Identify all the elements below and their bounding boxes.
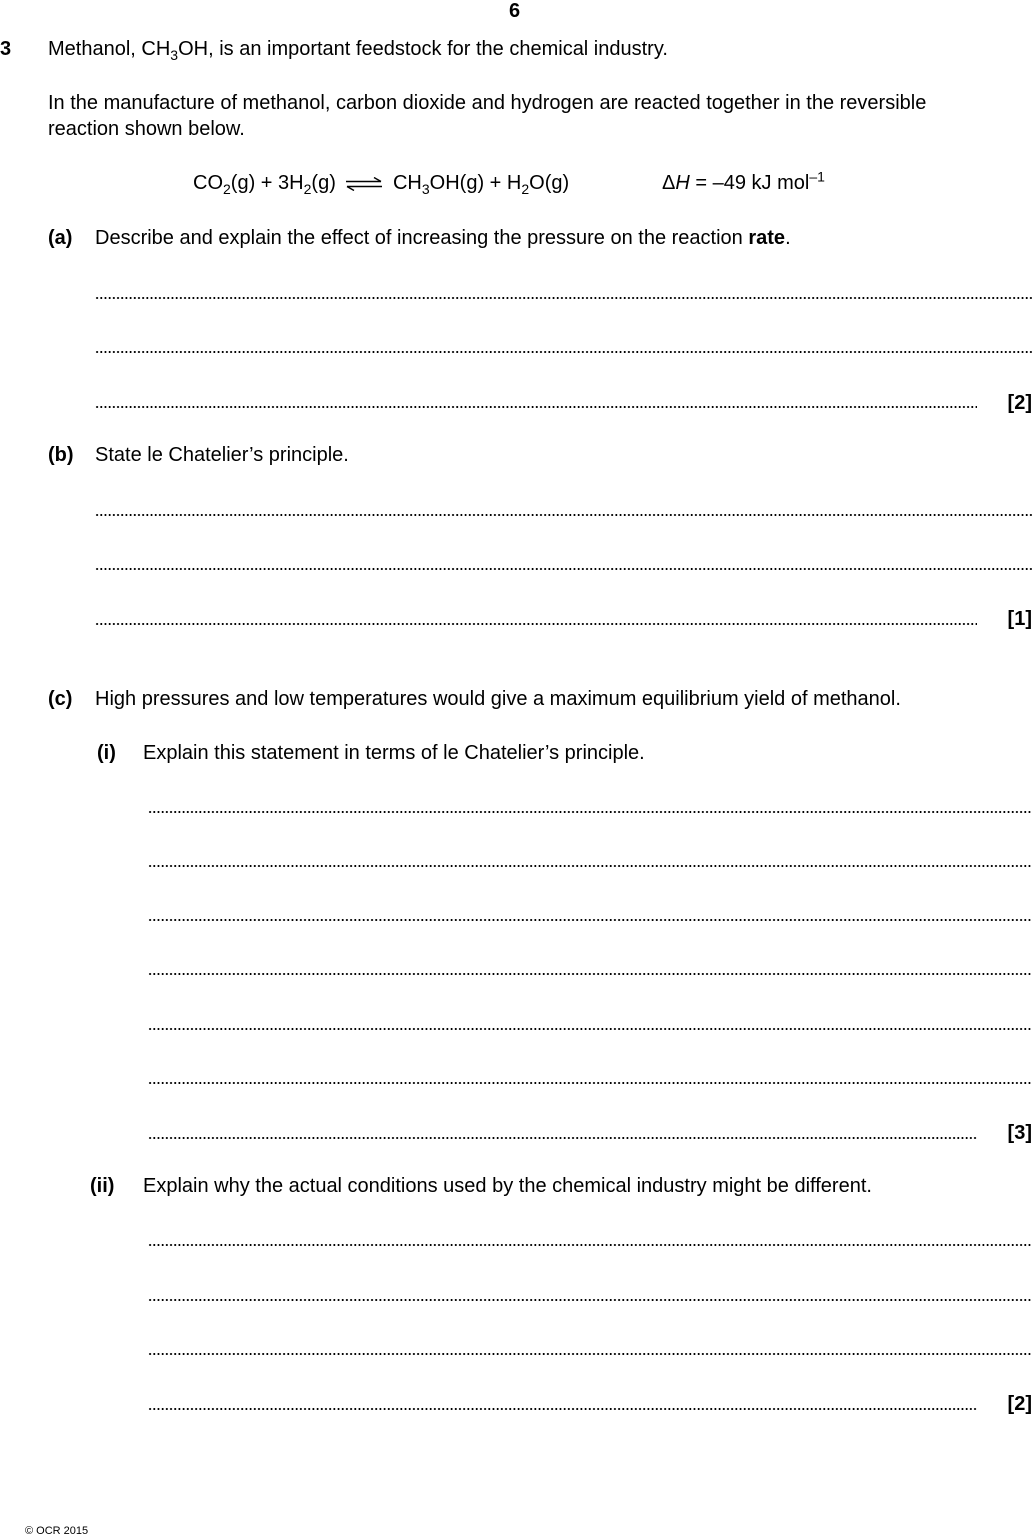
intro-text-pre: Methanol, CH [48, 38, 171, 60]
intro-sub: 3 [170, 46, 179, 63]
answer-line-ci-6[interactable] [148, 1082, 1032, 1084]
part-c-label: (c) [48, 688, 73, 710]
answer-line-cii-4[interactable] [148, 1408, 978, 1410]
intro-text-post: OH, is an important feedstock for the chemical industry. [178, 38, 668, 60]
equilibrium-arrow-icon [345, 177, 383, 191]
eq-ch-sub: 3 [421, 180, 430, 197]
eq-co: CO [193, 172, 223, 194]
answer-line-ci-3[interactable] [148, 919, 1032, 921]
answer-line-ci-2[interactable] [148, 865, 1032, 867]
answer-line-a-1[interactable] [95, 297, 1032, 299]
answer-line-cii-1[interactable] [148, 1244, 1032, 1246]
part-a-text-end: . [785, 227, 791, 249]
answer-line-ci-7[interactable] [148, 1137, 978, 1139]
question-intro [48, 38, 668, 61]
part-c-question: High pressures and low temperatures would give a maximum equilibrium yield of methanol. [95, 688, 901, 710]
marks-a: [2] [1007, 392, 1032, 414]
part-c-ii-label: (ii) [90, 1175, 115, 1197]
answer-line-cii-2[interactable] [148, 1299, 1032, 1301]
eq-co-sub: 2 [223, 180, 231, 197]
reaction-equation [193, 172, 569, 195]
eq-h2o-sub: 2 [521, 180, 530, 197]
marks-c-i: [3] [1007, 1122, 1032, 1144]
eq-g1: (g) + 3H [230, 172, 304, 194]
enthalpy-value: = –49 kJ mol [689, 172, 810, 194]
marks-b: [1] [1007, 608, 1032, 630]
answer-line-b-2[interactable] [95, 568, 1032, 570]
question-number: 3 [0, 38, 12, 60]
marks-c-ii: [2] [1007, 1393, 1032, 1415]
part-a-text: Describe and explain the effect of increasing the pressure on the reaction [95, 227, 749, 249]
part-b-question: State le Chatelier’s principle. [95, 444, 349, 466]
context-line-2: reaction shown below. [48, 118, 245, 140]
part-b-label: (b) [48, 444, 74, 466]
part-a-label: (a) [48, 227, 73, 249]
eq-ch: CH [392, 172, 422, 194]
eq-g2: (g) [311, 172, 336, 194]
answer-line-a-2[interactable] [95, 351, 1032, 353]
answer-line-ci-1[interactable] [148, 811, 1032, 813]
answer-line-ci-4[interactable] [148, 973, 1032, 975]
context-line-1: In the manufacture of methanol, carbon dioxide and hydrogen are reacted together in the reversible [48, 92, 927, 114]
enthalpy-change [662, 168, 825, 195]
part-a-bold: rate [748, 227, 786, 249]
copyright-footer: © OCR 2015 [25, 1525, 89, 1537]
answer-line-cii-3[interactable] [148, 1353, 1032, 1355]
eq-h-sub: 2 [303, 180, 312, 197]
enthalpy-symbol: H [675, 172, 690, 194]
answer-line-a-3[interactable] [95, 406, 977, 408]
eq-o: O(g) [529, 172, 570, 194]
enthalpy-unit-sup: –1 [809, 168, 825, 185]
eq-oh: OH(g) + H [429, 172, 522, 194]
part-c-ii-question: Explain why the actual conditions used by the chemical industry might be different. [143, 1175, 872, 1197]
answer-line-b-3[interactable] [95, 623, 977, 625]
answer-line-b-1[interactable] [95, 514, 1032, 516]
part-c-i-question: Explain this statement in terms of le Chatelier’s principle. [143, 742, 645, 764]
part-c-i-label: (i) [97, 742, 116, 764]
part-a-question [95, 227, 791, 250]
page-number: 6 [509, 0, 521, 22]
answer-line-ci-5[interactable] [148, 1028, 1032, 1030]
delta-symbol: Δ [662, 172, 676, 194]
